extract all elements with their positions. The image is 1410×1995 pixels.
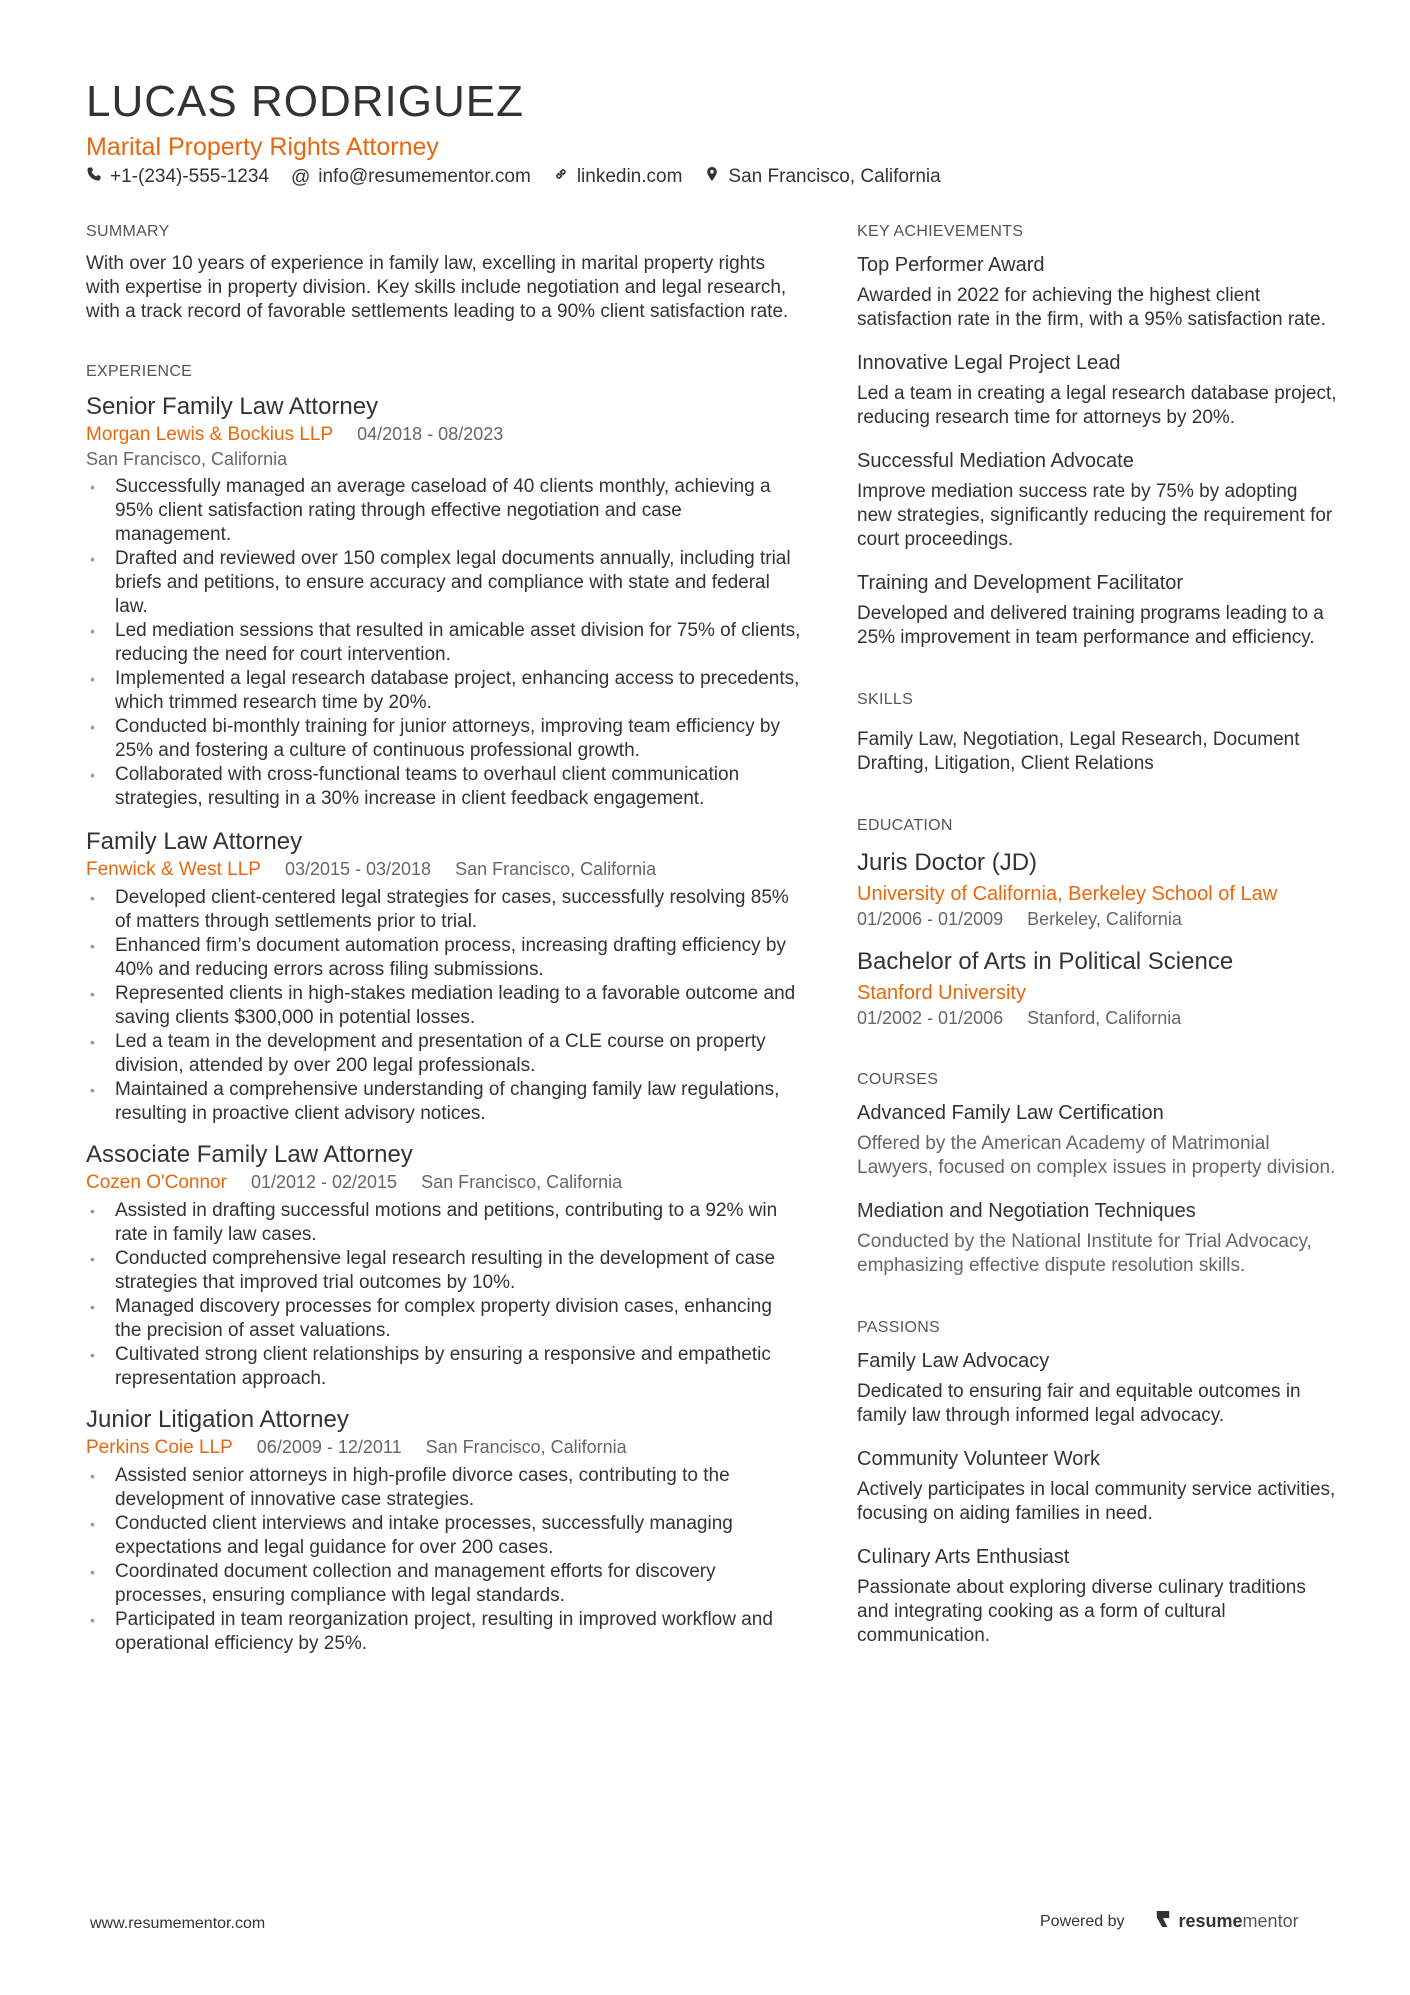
phone-text: +1-(234)-555-1234: [110, 166, 269, 187]
achievements-heading: KEY ACHIEVEMENTS: [857, 223, 1024, 240]
achievement-item: [857, 350, 1337, 430]
job-meta: [86, 422, 801, 447]
achievement-title: Innovative Legal Project Lead: [857, 352, 1121, 374]
contact-linkedin[interactable]: [553, 164, 683, 190]
summary-text: With over 10 years of experience in family law, excelling in marital property rights with expertise in property division. Key skills include negotiation and legal research, with a track record of favorable settlements leading to a 90% client satisfaction rate.: [86, 253, 789, 322]
job-bullet: • Conducted comprehensive legal research resulting in the development of case strategies that improved trial outcomes by 10%.: [86, 1247, 801, 1295]
left-column: [86, 222, 801, 1656]
courses-heading: COURSES: [857, 1071, 939, 1088]
education-dates: 01/2002 - 01/2006: [857, 1008, 1004, 1028]
job-entry: [86, 392, 801, 811]
passion-desc: Actively participates in local community service activities, focusing on aiding families in need.: [857, 1479, 1336, 1524]
job-bullet: • Drafted and reviewed over 150 complex legal documents annually, including trial briefs and petitions, to ensure accuracy and compliance with state and federal law.: [86, 547, 801, 619]
passion-item: [857, 1446, 1337, 1526]
achievement-desc: Led a team in creating a legal research database project, reducing research time for attorneys by 20%.: [857, 383, 1337, 428]
job-bullet: • Conducted client interviews and intake processes, successfully managing expectations and legal guidance for over 200 cases.: [86, 1512, 801, 1560]
achievement-desc: Awarded in 2022 for achieving the highest client satisfaction rate in the firm, with a 95% satisfaction rate.: [857, 285, 1326, 330]
job-bullets: [86, 886, 801, 1126]
phone-icon: [86, 164, 102, 190]
job-bullets: [86, 1464, 801, 1656]
job-entry: [86, 1405, 801, 1656]
brand-mark-icon: [1155, 1910, 1171, 1933]
contact-bar: [86, 164, 941, 190]
courses-section: [857, 1070, 1337, 1278]
skills-section: [857, 690, 1337, 776]
summary-heading: SUMMARY: [86, 223, 170, 240]
job-meta: [86, 857, 801, 882]
education-school: University of California, Berkeley School of Law: [857, 883, 1278, 905]
job-meta: [86, 1170, 801, 1195]
linkedin-text: linkedin.com: [576, 166, 683, 187]
job-bullet: • Managed discovery processes for complex property division cases, enhancing the precision of asset valuations.: [86, 1295, 801, 1343]
job-bullet: • Maintained a comprehensive understanding of changing family law regulations, resulting in proactive client advisory notices.: [86, 1078, 801, 1126]
job-title: Family Law Attorney: [86, 828, 303, 855]
location-text: San Francisco, California: [728, 166, 941, 187]
job-entry: [86, 1140, 801, 1391]
education-degree: Juris Doctor (JD): [857, 849, 1038, 876]
passions-section: [857, 1318, 1337, 1648]
job-location: San Francisco, California: [86, 449, 288, 469]
job-location: San Francisco, California: [421, 1172, 623, 1192]
contact-location: [704, 164, 940, 190]
education-degree: Bachelor of Arts in Political Science: [857, 948, 1234, 975]
job-bullet: • Assisted senior attorneys in high-profile divorce cases, contributing to the development of innovative case strategies.: [86, 1464, 801, 1512]
achievement-title: Training and Development Facilitator: [857, 572, 1184, 594]
passion-desc: Dedicated to ensuring fair and equitable outcomes in family law through informed legal advocacy.: [857, 1381, 1301, 1426]
achievement-desc: Improve mediation success rate by 75% by adopting new strategies, significantly reducing the requirement for court proceedings.: [857, 481, 1333, 550]
footer-powered-by: [1040, 1910, 1299, 1933]
at-icon: @: [290, 166, 311, 188]
achievement-item: [857, 252, 1337, 332]
contact-email[interactable]: [291, 164, 531, 190]
education-meta: [857, 907, 1337, 931]
job-bullet: • Implemented a legal research database project, enhancing access to precedents, which trimmed research time by 20%.: [86, 667, 801, 715]
achievement-desc: Developed and delivered training programs leading to a 25% improvement in team performance and efficiency.: [857, 603, 1324, 648]
education-meta: [857, 1006, 1337, 1030]
job-bullet: • Conducted bi-monthly training for junior attorneys, improving team efficiency by 25% and fostering a culture of continuous professional growth.: [86, 715, 801, 763]
course-desc: Offered by the American Academy of Matrimonial Lawyers, focused on complex issues in property division.: [857, 1133, 1336, 1178]
job-bullet: • Participated in team reorganization project, resulting in improved workflow and operational efficiency by 25%.: [86, 1608, 801, 1656]
job-bullets: [86, 1199, 801, 1391]
passion-title: Culinary Arts Enthusiast: [857, 1546, 1070, 1568]
job-company: Fenwick & West LLP: [86, 859, 261, 880]
job-location: San Francisco, California: [425, 1437, 627, 1457]
job-title: Junior Litigation Attorney: [86, 1406, 349, 1433]
passion-desc: Passionate about exploring diverse culinary traditions and integrating cooking as a form of cultural communication.: [857, 1577, 1306, 1646]
achievement-item: [857, 448, 1337, 552]
job-dates: 04/2018 - 08/2023: [357, 424, 504, 444]
job-bullet: • Cultivated strong client relationships by ensuring a responsive and empathetic representation approach.: [86, 1343, 801, 1391]
contact-phone[interactable]: [86, 164, 269, 190]
job-bullet: • Developed client-centered legal strategies for cases, successfully resolving 85% of matters through settlements prior to trial.: [86, 886, 801, 934]
brand-text-bold: resume: [1178, 1911, 1243, 1931]
job-bullet: • Enhanced firm’s document automation process, increasing drafting efficiency by 40% and reducing errors across filing submissions.: [86, 934, 801, 982]
email-text: info@resumementor.com: [318, 166, 531, 187]
location-pin-icon: [704, 164, 720, 190]
skills-heading: SKILLS: [857, 691, 914, 708]
passion-item: [857, 1348, 1337, 1428]
education-location: Stanford, California: [1027, 1008, 1182, 1028]
job-company: Perkins Coie LLP: [86, 1437, 233, 1458]
link-icon: [553, 164, 569, 190]
education-location: Berkeley, California: [1027, 909, 1182, 929]
passion-title: Community Volunteer Work: [857, 1448, 1101, 1470]
passions-heading: PASSIONS: [857, 1319, 941, 1336]
candidate-title: Marital Property Rights Attorney: [86, 133, 439, 161]
job-bullet: • Coordinated document collection and management efforts for discovery processes, ensuring compliance with legal standards.: [86, 1560, 801, 1608]
job-dates: 03/2015 - 03/2018: [284, 859, 432, 879]
job-title: Senior Family Law Attorney: [86, 393, 379, 420]
education-school: Stanford University: [857, 982, 1026, 1004]
powered-by-label: Powered by: [1040, 1912, 1125, 1930]
education-item: [857, 947, 1337, 1030]
job-bullet: • Represented clients in high-stakes mediation leading to a favorable outcome and saving clients $300,000 in potential losses.: [86, 982, 801, 1030]
course-title: Mediation and Negotiation Techniques: [857, 1200, 1196, 1222]
course-title: Advanced Family Law Certification: [857, 1102, 1164, 1124]
brand-logo[interactable]: [1155, 1910, 1299, 1933]
job-bullet: • Successfully managed an average caseload of 40 clients monthly, achieving a 95% client satisfaction rating through effective negotiation and case management.: [86, 475, 801, 547]
achievement-item: [857, 570, 1337, 650]
job-bullet: • Collaborated with cross-functional teams to overhaul client communication strategies, resulting in a 30% increase in client feedback engagement.: [86, 763, 801, 811]
course-desc: Conducted by the National Institute for Trial Advocacy, emphasizing effective dispute resolution skills.: [857, 1231, 1312, 1276]
job-dates: 06/2009 - 12/2011: [256, 1437, 402, 1457]
passion-item: [857, 1544, 1337, 1648]
course-item: [857, 1198, 1337, 1278]
job-dates: 01/2012 - 02/2015: [250, 1172, 398, 1192]
education-heading: EDUCATION: [857, 817, 953, 834]
achievement-title: Top Performer Award: [857, 254, 1045, 276]
education-item: [857, 848, 1337, 931]
job-bullet: • Assisted in drafting successful motions and petitions, contributing to a 92% win rate in family law cases.: [86, 1199, 801, 1247]
job-entry: [86, 827, 801, 1126]
job-company: Cozen O'Connor: [86, 1172, 227, 1193]
education-section: [857, 816, 1337, 1030]
job-meta: [86, 1435, 801, 1460]
achievements-section: [857, 222, 1337, 650]
achievement-title: Successful Mediation Advocate: [857, 450, 1134, 472]
brand-text-thin: mentor: [1242, 1911, 1299, 1931]
skills-text: Family Law, Negotiation, Legal Research, Document Drafting, Litigation, Client Relations: [857, 729, 1300, 774]
candidate-name: LUCAS RODRIGUEZ: [86, 77, 524, 126]
experience-heading: EXPERIENCE: [86, 363, 193, 380]
education-dates: 01/2006 - 01/2009: [857, 909, 1004, 929]
course-item: [857, 1100, 1337, 1180]
job-title: Associate Family Law Attorney: [86, 1141, 413, 1168]
job-company: Morgan Lewis & Bockius LLP: [86, 424, 334, 445]
passion-title: Family Law Advocacy: [857, 1350, 1050, 1372]
job-bullets: [86, 475, 801, 811]
experience-section: [86, 362, 801, 1656]
footer-website-link[interactable]: www.resumementor.com: [90, 1915, 266, 1932]
right-column: [857, 222, 1337, 1648]
job-bullet: • Led mediation sessions that resulted in amicable asset division for 75% of clients, reducing the need for court intervention.: [86, 619, 801, 667]
summary-section: [86, 222, 801, 324]
job-bullet: • Led a team in the development and presentation of a CLE course on property division, attended by over 200 legal professionals.: [86, 1030, 801, 1078]
job-location: San Francisco, California: [455, 859, 657, 879]
